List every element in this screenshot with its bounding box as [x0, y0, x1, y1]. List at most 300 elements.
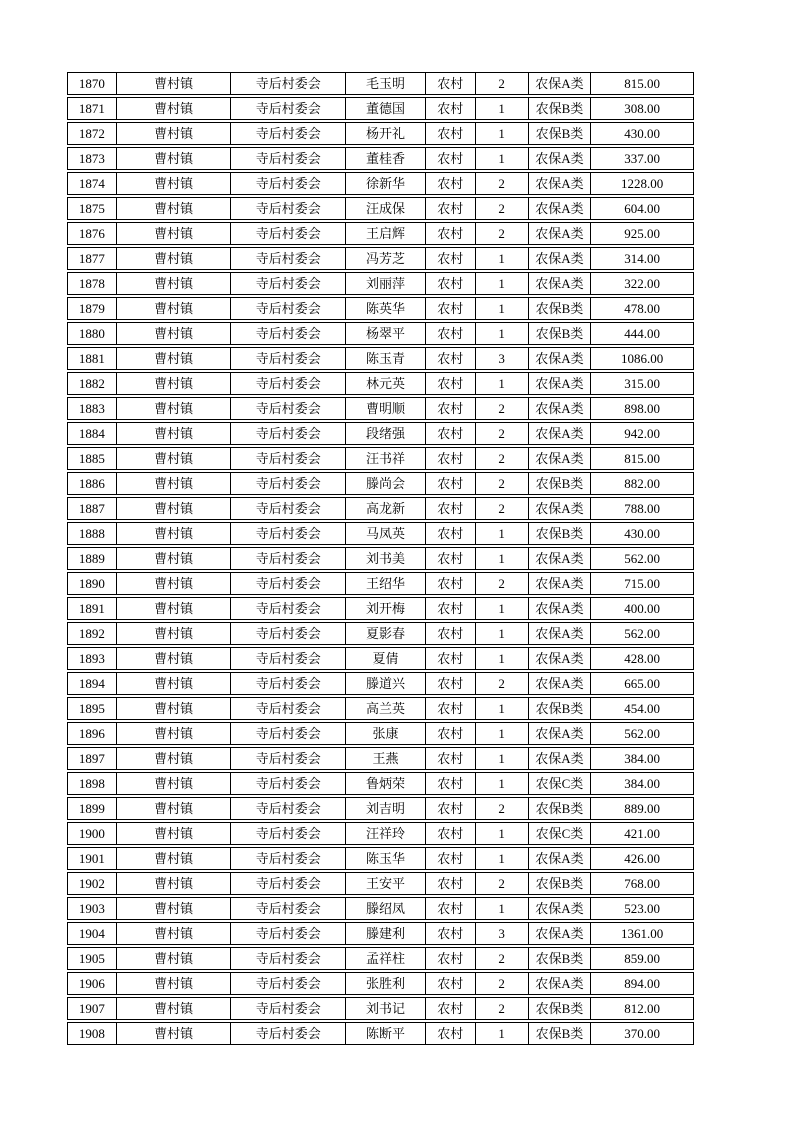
- cell-person-name: 高龙新: [346, 498, 426, 519]
- cell-row-number: 1904: [68, 923, 117, 944]
- cell-amount: 942.00: [624, 426, 661, 441]
- cell-town: 曹村镇: [117, 873, 232, 894]
- cell-person-count: 2: [476, 448, 529, 469]
- cell-person-name: 汪成保: [346, 198, 426, 219]
- cell-residence: 农村: [426, 273, 476, 294]
- cell-village: 寺后村委会: [231, 523, 346, 544]
- table-row: [67, 697, 694, 720]
- cell-category: 农保A类: [529, 273, 592, 294]
- cell-amount: 430.00: [624, 126, 661, 141]
- cell-amount: 812.00: [624, 1001, 661, 1016]
- cell-person-name: 滕建利: [346, 923, 426, 944]
- cell-person-count: 2: [476, 73, 529, 94]
- cell-residence: 农村: [426, 298, 476, 319]
- cell-category: 农保A类: [529, 373, 592, 394]
- cell-village: 寺后村委会: [231, 273, 346, 294]
- table-row: [67, 547, 694, 570]
- table-row: [67, 1022, 694, 1045]
- cell-amount: 1086.00: [621, 351, 664, 366]
- cell-person-count: 1: [476, 323, 529, 344]
- cell-person-count: 2: [476, 198, 529, 219]
- cell-amount: 322.00: [624, 276, 661, 291]
- cell-person-count: 1: [476, 373, 529, 394]
- cell-village: 寺后村委会: [231, 873, 346, 894]
- cell-residence: 农村: [426, 823, 476, 844]
- cell-category: 农保A类: [529, 923, 592, 944]
- cell-category: 农保A类: [529, 973, 592, 994]
- cell-village: 寺后村委会: [231, 898, 346, 919]
- cell-person-count: 2: [476, 998, 529, 1019]
- cell-person-name: 董桂香: [346, 148, 426, 169]
- table-row: [67, 597, 694, 620]
- cell-amount: 768.00: [624, 876, 661, 891]
- cell-village: 寺后村委会: [231, 848, 346, 869]
- cell-amount: 478.00: [624, 301, 661, 316]
- cell-category: 农保A类: [529, 598, 592, 619]
- cell-row-number: 1896: [68, 723, 117, 744]
- cell-town: 曹村镇: [117, 623, 232, 644]
- cell-amount: 562.00: [624, 726, 661, 741]
- cell-village: 寺后村委会: [231, 923, 346, 944]
- cell-person-name: 滕绍凤: [346, 898, 426, 919]
- cell-person-name: 鲁炳荣: [346, 773, 426, 794]
- cell-amount: 454.00: [624, 701, 661, 716]
- cell-person-count: 2: [476, 573, 529, 594]
- cell-residence: 农村: [426, 973, 476, 994]
- cell-person-count: 1: [476, 748, 529, 769]
- cell-category: 农保A类: [529, 198, 592, 219]
- table-row: [67, 447, 694, 470]
- table-row: [67, 947, 694, 970]
- cell-row-number: 1889: [68, 548, 117, 569]
- cell-residence: 农村: [426, 723, 476, 744]
- cell-town: 曹村镇: [117, 698, 232, 719]
- cell-category: 农保A类: [529, 148, 592, 169]
- cell-row-number: 1908: [68, 1023, 117, 1044]
- cell-residence: 农村: [426, 223, 476, 244]
- cell-village: 寺后村委会: [231, 173, 346, 194]
- cell-residence: 农村: [426, 548, 476, 569]
- cell-amount: 815.00: [624, 451, 661, 466]
- cell-person-name: 杨开礼: [346, 123, 426, 144]
- cell-person-name: 陈玉青: [346, 348, 426, 369]
- cell-amount: 1228.00: [621, 176, 664, 191]
- cell-village: 寺后村委会: [231, 973, 346, 994]
- cell-person-name: 张胜利: [346, 973, 426, 994]
- cell-residence: 农村: [426, 848, 476, 869]
- cell-residence: 农村: [426, 323, 476, 344]
- cell-category: 农保A类: [529, 223, 592, 244]
- cell-person-count: 1: [476, 598, 529, 619]
- cell-person-count: 1: [476, 898, 529, 919]
- cell-amount: 889.00: [624, 801, 661, 816]
- cell-town: 曹村镇: [117, 573, 232, 594]
- cell-town: 曹村镇: [117, 523, 232, 544]
- table-row: [67, 922, 694, 945]
- table-row: [67, 897, 694, 920]
- cell-village: 寺后村委会: [231, 298, 346, 319]
- cell-person-count: 2: [476, 173, 529, 194]
- cell-amount: 562.00: [624, 626, 661, 641]
- cell-residence: 农村: [426, 248, 476, 269]
- cell-residence: 农村: [426, 998, 476, 1019]
- cell-category: 农保A类: [529, 573, 592, 594]
- cell-person-name: 孟祥柱: [346, 948, 426, 969]
- cell-town: 曹村镇: [117, 298, 232, 319]
- cell-town: 曹村镇: [117, 373, 232, 394]
- cell-town: 曹村镇: [117, 773, 232, 794]
- cell-category: 农保B类: [529, 698, 592, 719]
- table-row: [67, 872, 694, 895]
- cell-village: 寺后村委会: [231, 248, 346, 269]
- cell-row-number: 1899: [68, 798, 117, 819]
- cell-town: 曹村镇: [117, 448, 232, 469]
- cell-village: 寺后村委会: [231, 698, 346, 719]
- cell-row-number: 1902: [68, 873, 117, 894]
- table-row: [67, 772, 694, 795]
- cell-row-number: 1907: [68, 998, 117, 1019]
- cell-row-number: 1873: [68, 148, 117, 169]
- cell-amount: 562.00: [624, 551, 661, 566]
- cell-row-number: 1883: [68, 398, 117, 419]
- cell-village: 寺后村委会: [231, 1023, 346, 1044]
- cell-village: 寺后村委会: [231, 98, 346, 119]
- cell-amount: 523.00: [624, 901, 661, 916]
- cell-row-number: 1875: [68, 198, 117, 219]
- cell-amount: 898.00: [624, 401, 661, 416]
- cell-amount: 604.00: [624, 201, 661, 216]
- table-row: [67, 97, 694, 120]
- table-row: [67, 247, 694, 270]
- cell-town: 曹村镇: [117, 498, 232, 519]
- cell-row-number: 1882: [68, 373, 117, 394]
- table-row: [67, 822, 694, 845]
- cell-town: 曹村镇: [117, 123, 232, 144]
- cell-residence: 农村: [426, 898, 476, 919]
- cell-row-number: 1906: [68, 973, 117, 994]
- table-row: [67, 847, 694, 870]
- cell-person-name: 毛玉明: [346, 73, 426, 94]
- cell-person-count: 1: [476, 298, 529, 319]
- cell-amount: 314.00: [624, 251, 661, 266]
- cell-person-count: 1: [476, 623, 529, 644]
- cell-amount: 400.00: [624, 601, 661, 616]
- cell-village: 寺后村委会: [231, 798, 346, 819]
- cell-category: 农保A类: [529, 623, 592, 644]
- cell-row-number: 1870: [68, 73, 117, 94]
- cell-person-count: 2: [476, 423, 529, 444]
- cell-category: 农保B类: [529, 323, 592, 344]
- table-row: [67, 197, 694, 220]
- cell-amount: 925.00: [624, 226, 661, 241]
- table-row: [67, 497, 694, 520]
- cell-category: 农保A类: [529, 898, 592, 919]
- cell-person-name: 刘开梅: [346, 598, 426, 619]
- cell-person-count: 1: [476, 698, 529, 719]
- cell-row-number: 1901: [68, 848, 117, 869]
- cell-row-number: 1891: [68, 598, 117, 619]
- cell-person-name: 张康: [346, 723, 426, 744]
- cell-person-name: 陈英华: [346, 298, 426, 319]
- cell-village: 寺后村委会: [231, 548, 346, 569]
- cell-town: 曹村镇: [117, 473, 232, 494]
- cell-person-count: 1: [476, 848, 529, 869]
- cell-town: 曹村镇: [117, 423, 232, 444]
- cell-category: 农保B类: [529, 948, 592, 969]
- cell-town: 曹村镇: [117, 973, 232, 994]
- cell-amount: 444.00: [624, 326, 661, 341]
- cell-village: 寺后村委会: [231, 123, 346, 144]
- cell-person-count: 1: [476, 273, 529, 294]
- table-row: [67, 172, 694, 195]
- cell-residence: 农村: [426, 748, 476, 769]
- cell-residence: 农村: [426, 698, 476, 719]
- cell-row-number: 1872: [68, 123, 117, 144]
- cell-amount: 859.00: [624, 951, 661, 966]
- cell-person-name: 汪书祥: [346, 448, 426, 469]
- cell-person-name: 杨翠平: [346, 323, 426, 344]
- table-row: [67, 72, 694, 95]
- cell-row-number: 1905: [68, 948, 117, 969]
- cell-category: 农保A类: [529, 398, 592, 419]
- cell-person-name: 王安平: [346, 873, 426, 894]
- cell-person-count: 2: [476, 798, 529, 819]
- cell-town: 曹村镇: [117, 723, 232, 744]
- cell-person-name: 滕尚会: [346, 473, 426, 494]
- cell-person-name: 汪祥玲: [346, 823, 426, 844]
- cell-residence: 农村: [426, 798, 476, 819]
- cell-row-number: 1900: [68, 823, 117, 844]
- cell-residence: 农村: [426, 1023, 476, 1044]
- cell-row-number: 1871: [68, 98, 117, 119]
- cell-town: 曹村镇: [117, 198, 232, 219]
- cell-residence: 农村: [426, 398, 476, 419]
- cell-row-number: 1888: [68, 523, 117, 544]
- cell-category: 农保A类: [529, 548, 592, 569]
- cell-row-number: 1878: [68, 273, 117, 294]
- cell-person-count: 2: [476, 948, 529, 969]
- cell-amount: 894.00: [624, 976, 661, 991]
- cell-person-count: 1: [476, 823, 529, 844]
- cell-person-name: 刘书美: [346, 548, 426, 569]
- cell-amount: 337.00: [624, 151, 661, 166]
- cell-row-number: 1877: [68, 248, 117, 269]
- cell-person-count: 2: [476, 873, 529, 894]
- cell-category: 农保B类: [529, 523, 592, 544]
- cell-residence: 农村: [426, 98, 476, 119]
- cell-amount: 715.00: [624, 576, 661, 591]
- cell-person-name: 高兰英: [346, 698, 426, 719]
- table-row: [67, 322, 694, 345]
- table-row: [67, 122, 694, 145]
- cell-row-number: 1885: [68, 448, 117, 469]
- cell-amount: 1361.00: [621, 926, 664, 941]
- cell-person-count: 1: [476, 723, 529, 744]
- cell-town: 曹村镇: [117, 798, 232, 819]
- table-row: [67, 272, 694, 295]
- cell-person-count: 2: [476, 223, 529, 244]
- cell-person-name: 曹明顺: [346, 398, 426, 419]
- cell-village: 寺后村委会: [231, 398, 346, 419]
- cell-village: 寺后村委会: [231, 598, 346, 619]
- table-row: [67, 222, 694, 245]
- cell-village: 寺后村委会: [231, 348, 346, 369]
- cell-amount: 428.00: [624, 651, 661, 666]
- table-row: [67, 647, 694, 670]
- cell-residence: 农村: [426, 948, 476, 969]
- cell-person-count: 3: [476, 348, 529, 369]
- cell-person-count: 2: [476, 473, 529, 494]
- table-row: [67, 997, 694, 1020]
- cell-person-count: 3: [476, 923, 529, 944]
- cell-category: 农保C类: [529, 773, 592, 794]
- cell-town: 曹村镇: [117, 98, 232, 119]
- cell-town: 曹村镇: [117, 898, 232, 919]
- cell-category: 农保A类: [529, 73, 592, 94]
- cell-amount: 815.00: [624, 76, 661, 91]
- cell-town: 曹村镇: [117, 173, 232, 194]
- cell-town: 曹村镇: [117, 1023, 232, 1044]
- table-row: [67, 522, 694, 545]
- cell-residence: 农村: [426, 373, 476, 394]
- cell-category: 农保A类: [529, 348, 592, 369]
- cell-row-number: 1895: [68, 698, 117, 719]
- cell-residence: 农村: [426, 473, 476, 494]
- cell-row-number: 1897: [68, 748, 117, 769]
- cell-row-number: 1884: [68, 423, 117, 444]
- cell-person-name: 徐新华: [346, 173, 426, 194]
- cell-amount: 882.00: [624, 476, 661, 491]
- cell-amount: 384.00: [624, 776, 661, 791]
- cell-residence: 农村: [426, 148, 476, 169]
- cell-amount: 315.00: [624, 376, 661, 391]
- cell-town: 曹村镇: [117, 548, 232, 569]
- cell-row-number: 1890: [68, 573, 117, 594]
- cell-row-number: 1894: [68, 673, 117, 694]
- cell-category: 农保C类: [529, 823, 592, 844]
- cell-row-number: 1876: [68, 223, 117, 244]
- cell-person-name: 王绍华: [346, 573, 426, 594]
- cell-category: 农保A类: [529, 423, 592, 444]
- table-row: [67, 422, 694, 445]
- cell-person-name: 王启辉: [346, 223, 426, 244]
- cell-residence: 农村: [426, 523, 476, 544]
- cell-person-count: 1: [476, 123, 529, 144]
- cell-village: 寺后村委会: [231, 623, 346, 644]
- cell-amount: 430.00: [624, 526, 661, 541]
- cell-town: 曹村镇: [117, 398, 232, 419]
- table-row: [67, 472, 694, 495]
- cell-person-name: 滕道兴: [346, 673, 426, 694]
- cell-person-count: 1: [476, 648, 529, 669]
- cell-village: 寺后村委会: [231, 823, 346, 844]
- cell-row-number: 1903: [68, 898, 117, 919]
- cell-person-count: 1: [476, 548, 529, 569]
- cell-amount: 308.00: [624, 101, 661, 116]
- cell-town: 曹村镇: [117, 348, 232, 369]
- cell-town: 曹村镇: [117, 148, 232, 169]
- cell-person-count: 1: [476, 248, 529, 269]
- cell-village: 寺后村委会: [231, 673, 346, 694]
- table-row: [67, 622, 694, 645]
- cell-town: 曹村镇: [117, 248, 232, 269]
- cell-row-number: 1886: [68, 473, 117, 494]
- cell-person-name: 刘吉明: [346, 798, 426, 819]
- table-row: [67, 722, 694, 745]
- cell-row-number: 1898: [68, 773, 117, 794]
- cell-category: 农保A类: [529, 748, 592, 769]
- cell-residence: 农村: [426, 573, 476, 594]
- cell-category: 农保B类: [529, 123, 592, 144]
- cell-category: 农保A类: [529, 173, 592, 194]
- cell-category: 农保A类: [529, 673, 592, 694]
- cell-residence: 农村: [426, 423, 476, 444]
- cell-town: 曹村镇: [117, 648, 232, 669]
- cell-residence: 农村: [426, 673, 476, 694]
- cell-village: 寺后村委会: [231, 773, 346, 794]
- cell-category: 农保A类: [529, 723, 592, 744]
- cell-person-name: 陈断平: [346, 1023, 426, 1044]
- cell-person-name: 马凤英: [346, 523, 426, 544]
- cell-residence: 农村: [426, 448, 476, 469]
- cell-residence: 农村: [426, 923, 476, 944]
- cell-town: 曹村镇: [117, 598, 232, 619]
- cell-category: 农保B类: [529, 873, 592, 894]
- cell-category: 农保B类: [529, 798, 592, 819]
- cell-village: 寺后村委会: [231, 448, 346, 469]
- cell-person-count: 2: [476, 973, 529, 994]
- table-row: [67, 147, 694, 170]
- cell-row-number: 1881: [68, 348, 117, 369]
- cell-residence: 农村: [426, 198, 476, 219]
- table-row: [67, 372, 694, 395]
- cell-category: 农保B类: [529, 98, 592, 119]
- cell-village: 寺后村委会: [231, 73, 346, 94]
- cell-village: 寺后村委会: [231, 648, 346, 669]
- cell-person-count: 2: [476, 673, 529, 694]
- cell-town: 曹村镇: [117, 748, 232, 769]
- cell-residence: 农村: [426, 73, 476, 94]
- table-row: [67, 347, 694, 370]
- cell-category: 农保A类: [529, 648, 592, 669]
- cell-town: 曹村镇: [117, 273, 232, 294]
- cell-residence: 农村: [426, 873, 476, 894]
- cell-residence: 农村: [426, 623, 476, 644]
- cell-row-number: 1893: [68, 648, 117, 669]
- cell-town: 曹村镇: [117, 73, 232, 94]
- cell-town: 曹村镇: [117, 673, 232, 694]
- cell-row-number: 1887: [68, 498, 117, 519]
- cell-category: 农保B类: [529, 1023, 592, 1044]
- cell-town: 曹村镇: [117, 323, 232, 344]
- payment-table: [67, 72, 695, 1047]
- cell-village: 寺后村委会: [231, 948, 346, 969]
- cell-person-name: 陈玉华: [346, 848, 426, 869]
- cell-residence: 农村: [426, 348, 476, 369]
- cell-amount: 665.00: [624, 676, 661, 691]
- cell-village: 寺后村委会: [231, 498, 346, 519]
- cell-village: 寺后村委会: [231, 423, 346, 444]
- cell-category: 农保A类: [529, 248, 592, 269]
- cell-row-number: 1879: [68, 298, 117, 319]
- cell-village: 寺后村委会: [231, 323, 346, 344]
- cell-residence: 农村: [426, 123, 476, 144]
- cell-person-count: 1: [476, 773, 529, 794]
- cell-residence: 农村: [426, 598, 476, 619]
- cell-person-name: 董德国: [346, 98, 426, 119]
- cell-person-name: 刘书记: [346, 998, 426, 1019]
- table-row: [67, 397, 694, 420]
